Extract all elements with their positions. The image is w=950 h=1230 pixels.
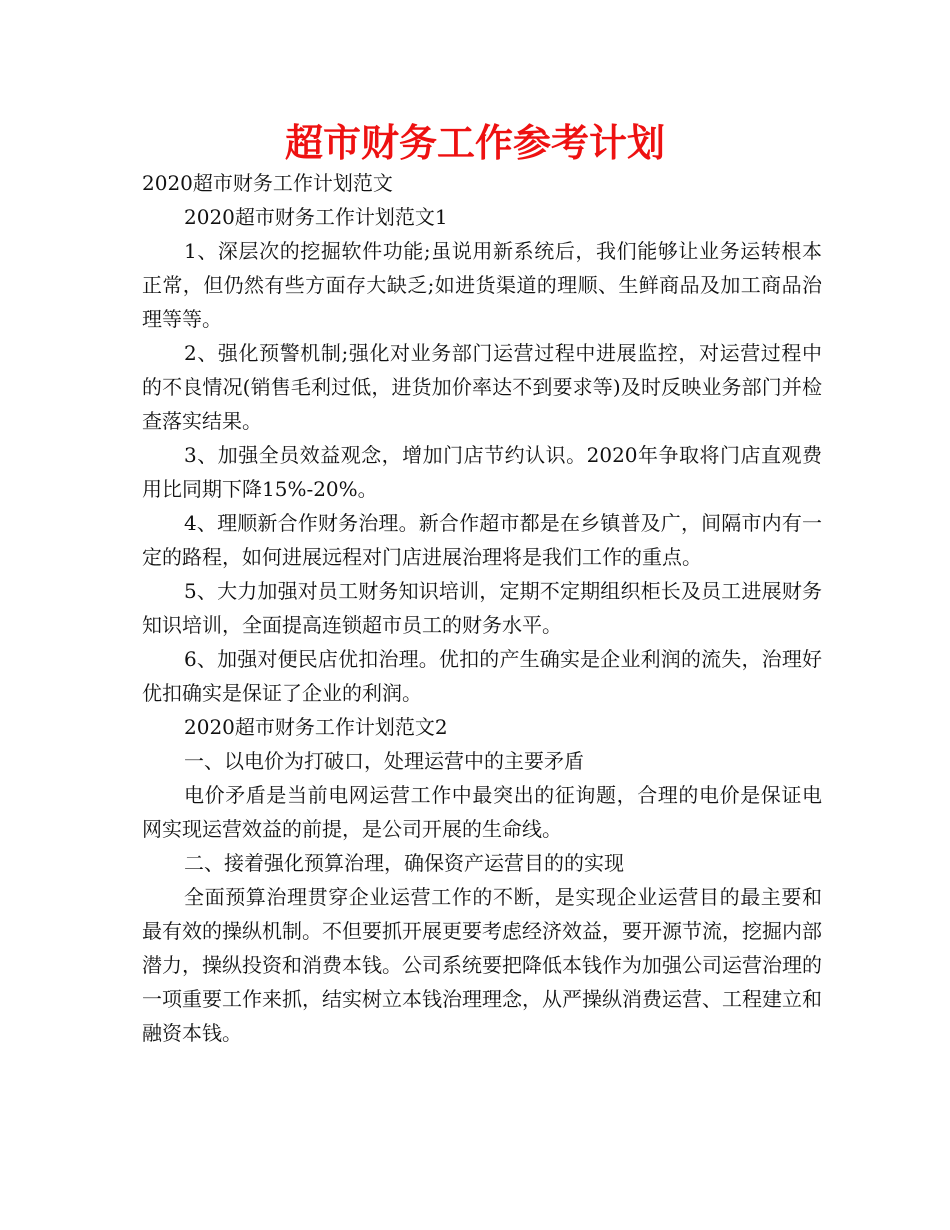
paragraph: 6、加强对便民店优扣治理。优扣的产生确实是企业利润的流失，治理好优扣确实是保证了企业的利润。 (142, 647, 822, 705)
paragraph: 4、理顺新合作财务治理。新合作超市都是在乡镇普及广，间隔市内有一定的路程，如何进展远程对门店进展治理将是我们工作的重点。 (142, 511, 822, 569)
subsection-heading: 2020超市财务工作计划范文2 (184, 715, 448, 739)
paragraph: 一、以电价为打破口，处理运营中的主要矛盾 (184, 749, 584, 773)
section-heading: 2020超市财务工作计划范文 (142, 171, 393, 195)
paragraph: 5、大力加强对员工财务知识培训，定期不定期组织柜长及员工进展财务知识培训，全面提高连锁超市员工的财务水平。 (142, 579, 822, 637)
paragraph: 2、强化预警机制;强化对业务部门运营过程中进展监控，对运营过程中的不良情况(销售毛利过低，进货加价率达不到要求等)及时反映业务部门并检查落实结果。 (142, 341, 822, 433)
document-title: 超市财务工作参考计划 (284, 121, 665, 165)
paragraph: 二、接着强化预算治理，确保资产运营目的的实现 (184, 851, 624, 875)
paragraph: 电价矛盾是当前电网运营工作中最突出的征询题，合理的电价是保证电网实现运营效益的前提，是公司开展的生命线。 (142, 783, 822, 841)
subsection-heading: 2020超市财务工作计划范文1 (184, 205, 448, 229)
paragraph: 1、深层次的挖掘软件功能;虽说用新系统后，我们能够让业务运转根本正常，但仍然有些方面存大缺乏;如进货渠道的理顺、生鲜商品及加工商品治理等等。 (142, 239, 822, 331)
document-body (142, 166, 822, 1050)
paragraph: 3、加强全员效益观念，增加门店节约认识。2020年争取将门店直观费用比同期下降15%-20%。 (142, 443, 822, 501)
paragraph: 全面预算治理贯穿企业运营工作的不断，是实现企业运营目的最主要和最有效的操纵机制。不但要抓开展更要考虑经济效益，要开源节流，挖掘内部潜力，操纵投资和消费本钱。公司系统要把降低本钱作为加强公司运营治理的一项重要工作来抓，结实树立本钱治理理念，从严操纵消费运营、工程建立和融资本钱。 (142, 885, 822, 1045)
